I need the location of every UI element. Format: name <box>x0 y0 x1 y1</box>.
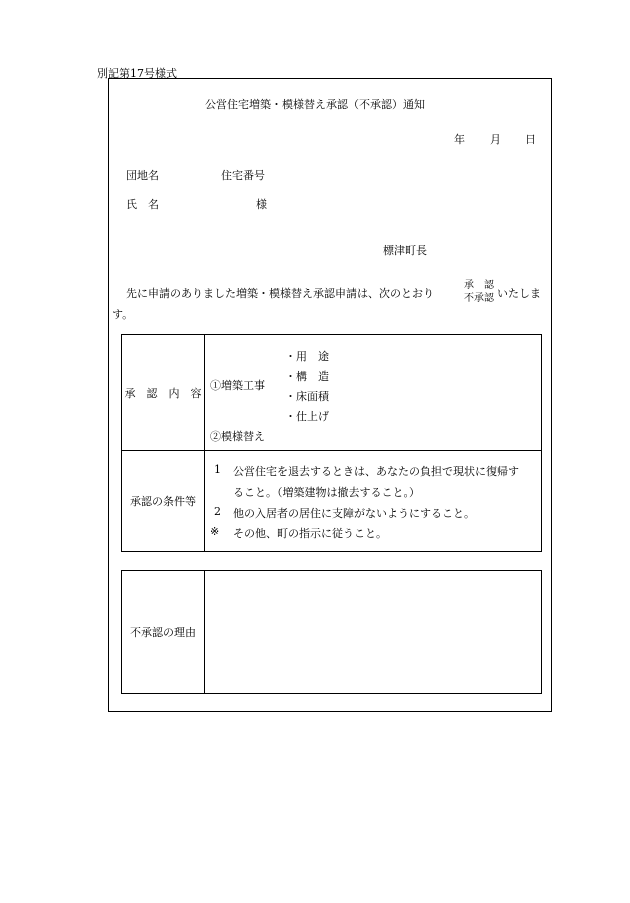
sama-label: 様 <box>256 198 267 211</box>
issuer-name: 標津町長 <box>383 244 427 257</box>
approval-choice-approved: 承 認 <box>464 280 494 291</box>
remodel-label: ②模様替え <box>210 430 265 443</box>
date-year: 年 <box>454 133 465 146</box>
rejection-table <box>121 570 542 694</box>
condition-1-text-cont: ること。（増築建物は撤去すること。） <box>233 486 420 499</box>
rejection-reason-label: 不承認の理由 <box>130 626 196 639</box>
extension-item-floor-area: ・床面積 <box>285 390 329 403</box>
approval-content-cell <box>205 335 542 451</box>
jutaku-number-label: 住宅番号 <box>221 169 265 182</box>
condition-note-mark: ※ <box>210 525 220 538</box>
name-label: 氏 名 <box>126 198 159 211</box>
approval-choice <box>464 279 494 305</box>
body-text-start: 先に申請のありました増築・模様替え承認申請は、次のとおり <box>126 287 434 300</box>
conditions-label-cell <box>122 451 205 552</box>
approval-content-label: 承 認 内 容 <box>124 386 202 400</box>
danchi-label: 団地名 <box>126 169 159 182</box>
extension-item-structure: ・構 造 <box>285 370 329 383</box>
condition-2-text: 他の入居者の居住に支障がないようにすること。 <box>233 507 475 520</box>
approval-table <box>121 334 542 552</box>
extension-work-label: ①増築工事 <box>210 379 265 392</box>
approval-content-label-cell <box>122 335 205 451</box>
condition-1-text: 公営住宅を退去するときは、あなたの負担で現状に復帰す <box>233 465 519 478</box>
conditions-cell <box>205 451 542 552</box>
body-text-wrap: す。 <box>112 308 134 321</box>
date-day: 日 <box>525 133 536 146</box>
condition-1-mark: 1 <box>214 463 221 476</box>
body-text-end: いたしま <box>497 287 541 300</box>
approval-choice-rejected: 不承認 <box>464 293 494 304</box>
rejection-reason-label-cell <box>122 571 205 694</box>
extension-item-finish: ・仕上げ <box>285 410 329 423</box>
condition-2-mark: 2 <box>214 505 221 518</box>
form-number: 別記第17号様式 <box>97 67 177 80</box>
document-title: 公営住宅増築・模様替え承認（不承認）通知 <box>205 98 425 111</box>
extension-item-use: ・用 途 <box>285 350 329 363</box>
condition-note-text: その他、町の指示に従うこと。 <box>233 527 387 540</box>
date-month: 月 <box>490 133 501 146</box>
rejection-reason-field[interactable] <box>205 571 542 694</box>
conditions-label: 承認の条件等 <box>130 495 196 508</box>
